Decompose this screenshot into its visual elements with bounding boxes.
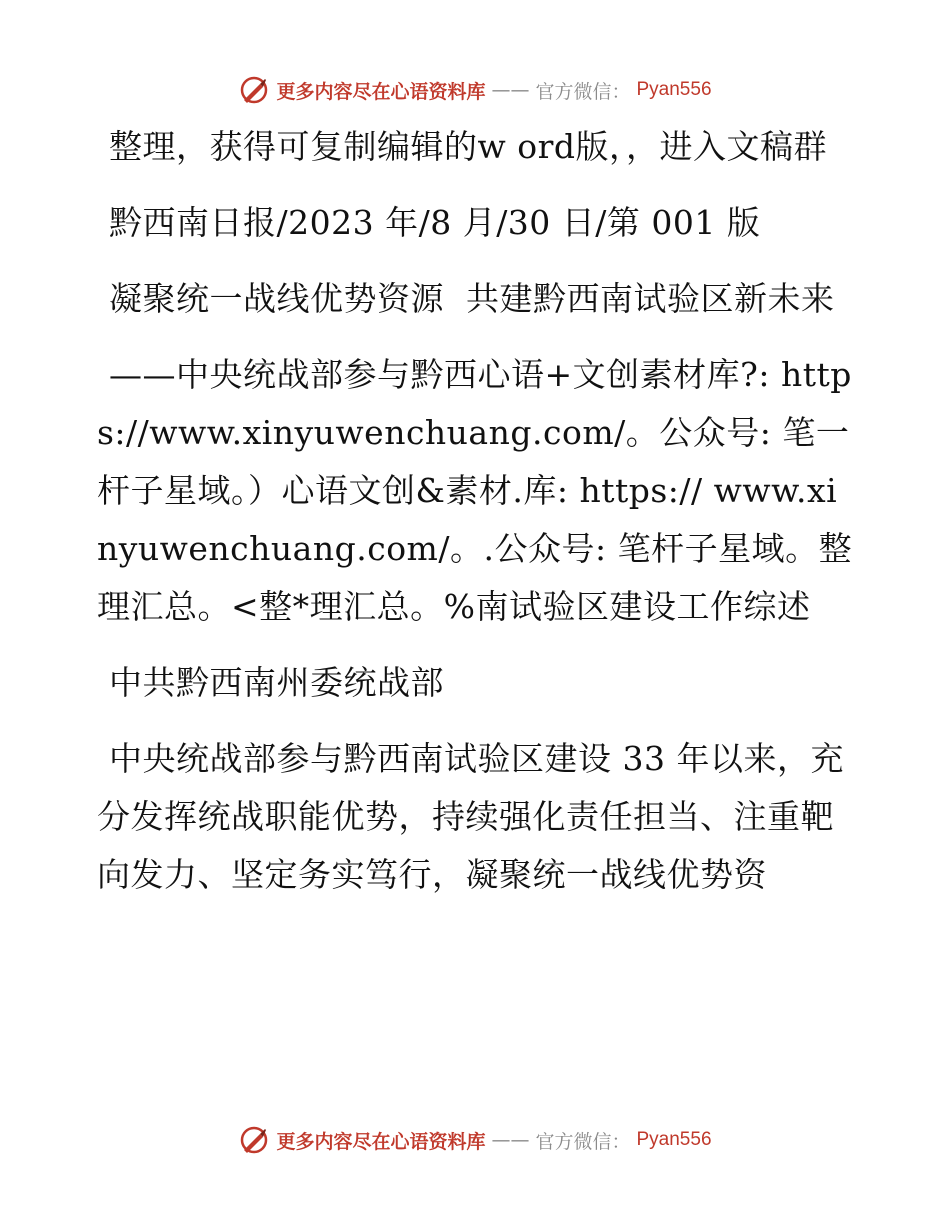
banner-text: 更多内容尽在心语资料库 [276, 80, 486, 103]
brush-logo-icon [238, 74, 270, 106]
article-subtitle: ——中央统战部参与黔西心语+文创素材库?: https://www.xinyuwenchuang.com/。公众号: 笔一杆子星域。）心语文创&素材.库: https:// www.xinyuwenchuang.com/。.公众号: 笔杆子星域。整理汇总。<整*理汇总。%南试验区建设工作综述 [97, 355, 853, 626]
article-title: 凝聚统一战线优势资源 共建黔西南试验区新未来 [109, 279, 835, 318]
banner-wechat-label: 官方微信： [535, 1130, 631, 1153]
banner-wechat-label: 官方微信： [535, 80, 631, 103]
body-paragraph: 中央统战部参与黔西南试验区建设 33 年以来，充分发挥统战职能优势，持续强化责任担当、注重靶向发力、坚定务实笃行，凝聚统一战线优势资 [97, 739, 844, 894]
header-watermark [0, 70, 950, 110]
banner-text: 更多内容尽在心语资料库 [276, 1130, 486, 1153]
document-body [97, 118, 857, 922]
banner-wechat-id: Pyan556 [636, 79, 712, 100]
source-line: 黔西南日报/2023 年/8 月/30 日/第 001 版 [109, 203, 761, 242]
banner-separator: —— [491, 79, 530, 101]
brush-logo-icon [238, 1124, 270, 1156]
intro-note: 整理，获得可复制编辑的w ord版，，进入文稿群 [109, 127, 828, 166]
author-line: 中共黔西南州委统战部 [109, 663, 444, 702]
footer-watermark [0, 1120, 950, 1160]
banner-separator: —— [491, 1129, 530, 1151]
banner-wechat-id: Pyan556 [636, 1129, 712, 1150]
